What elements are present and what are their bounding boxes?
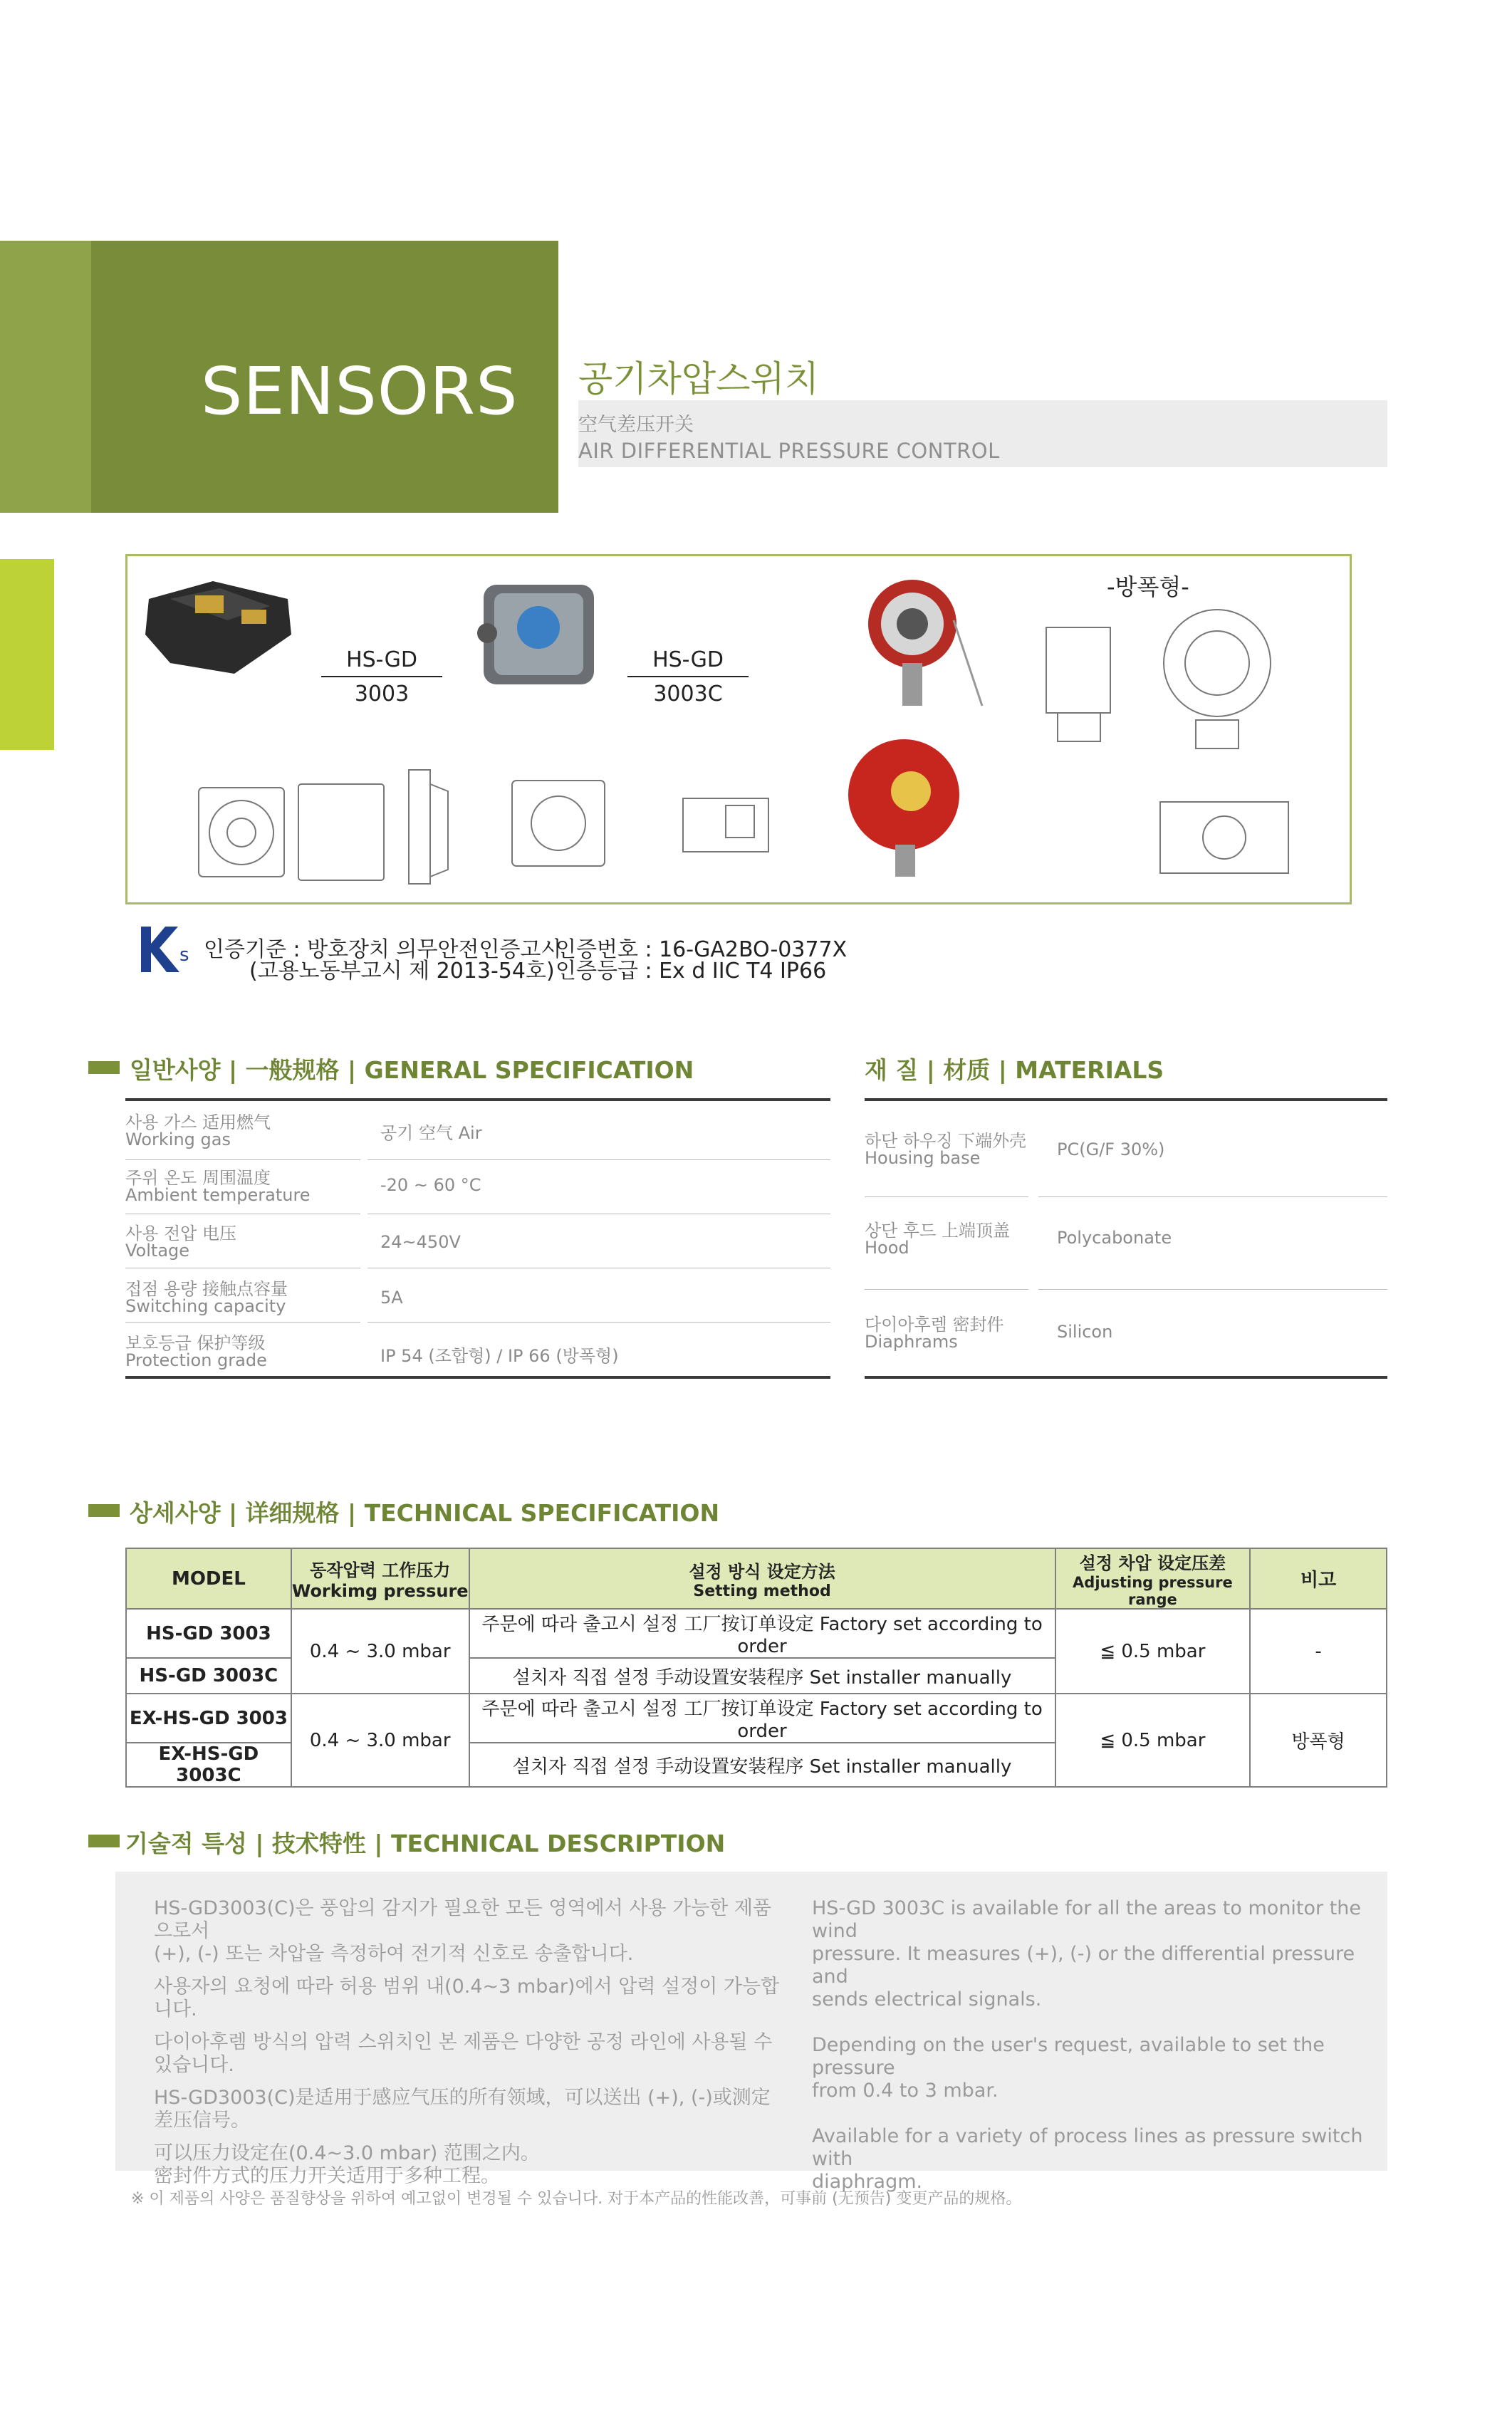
desc-line: diaphragm. [812,2171,923,2193]
spec-label-en: Switching capacity [125,1296,286,1316]
model-label-1: HS-GD [346,647,417,672]
spec-value: 5A [380,1288,403,1308]
cert-grade: 인증등급 : Ex d IIC T4 IP66 [556,959,827,984]
header-setting-method [469,1548,1055,1609]
desc-line: 可以压力设定在(0.4~3.0 mbar) 范围之内。 [154,2142,540,2164]
materials-top-rule [865,1098,1387,1101]
explosion-proof-photo-1 [868,580,982,706]
spec-value: 24~450V [380,1232,461,1252]
header-working-pressure-en: Workimg pressure [291,1581,469,1601]
row-divider [367,1322,830,1323]
cert-standard-line2: (고용노동부고시 제 2013-54호) [249,959,555,984]
spec-label-en: Voltage [125,1241,190,1261]
desc-line: 密封件方式的压力开关适用于多种工程。 [154,2165,500,2187]
cell-model: EX-HS-GD 3003C [126,1743,291,1787]
header-working-pressure-ko: 동작압력 工作压力 [310,1560,451,1580]
materials-title: 재 질 | 材质 | MATERIALS [865,1056,1164,1084]
cert-number: 인증번호 : 16-GA2BO-0377X [556,937,848,962]
cell-model: HS-GD 3003 [126,1609,291,1658]
table-row [126,1694,1387,1743]
cell-model: HS-GD 3003C [126,1658,291,1694]
product-title-zh: 空气差压开关 [578,414,694,436]
cell-setting: 설치자 직접 설정 手动设置安装程序 Set installer manually [469,1658,1055,1694]
spec-value: 공기 空气 Air [380,1123,482,1143]
row-divider [1038,1289,1387,1290]
cell-remark: - [1250,1609,1387,1694]
general-spec-top-rule [125,1098,830,1101]
product-image-panel [125,554,1352,904]
product-drawings [127,556,1350,902]
material-value: PC(G/F 30%) [1057,1139,1165,1159]
row-divider [125,1322,360,1323]
desc-line: HS-GD3003(C)是适用于感应气压的所有领域，可以送出 (+), (-)或测定差压信号。 [154,2087,771,2132]
header-accent-light [0,241,91,513]
general-spec-table [125,1107,830,1377]
row-divider [367,1159,830,1160]
header-adjust-en: Adjusting pressure range [1073,1574,1233,1608]
product-title-en: AIR DIFFERENTIAL PRESSURE CONTROL [578,439,1000,463]
side-accent-bar [0,559,54,750]
footnote: ※ 이 제품의 사양은 품질향상을 위하여 예고없이 변경될 수 있습니다. 对于本产品的性能改善，可事前 (无预告) 变更产品的规格。 [131,2190,1022,2208]
material-label-en: Housing base [865,1148,981,1168]
model-label-2: HS-GD [652,647,724,672]
cert-standard-line1: 인증기준 : 방호장치 의무안전인증고시 [204,937,562,962]
model-code-2: 3003C [627,676,749,706]
desc-line: 있습니다. [154,2054,234,2076]
cell-pressure: 0.4 ~ 3.0 mbar [291,1694,469,1787]
general-spec-row [125,1161,830,1215]
cell-setting: 설치자 직접 설정 手动设置安装程序 Set installer manually [469,1743,1055,1787]
general-spec-bottom-rule [125,1376,830,1379]
technical-description-title: 기술적 특성 | 技术特性 | TECHNICAL DESCRIPTION [125,1830,726,1857]
material-label-ko: 다이아후렘 密封件 [865,1315,1004,1335]
materials-bottom-rule [865,1376,1387,1379]
cell-pressure: 0.4 ~ 3.0 mbar [291,1609,469,1694]
spec-label-ko: 주위 온도 周围温度 [125,1168,271,1188]
cell-setting: 주문에 따라 출고시 설정 工厂按订单设定 Factory set according to order [469,1609,1055,1658]
table-row [126,1609,1387,1658]
technical-spec-title: 상세사양 | 详细规格 | TECHNICAL SPECIFICATION [130,1499,720,1527]
cell-adjust: ≦ 0.5 mbar [1055,1609,1251,1694]
general-spec-row [125,1107,830,1161]
spec-label-ko: 접점 용량 接触点容量 [125,1279,288,1299]
desc-line: 사용자의 요청에 따라 허용 범위 내(0.4~3 mbar)에서 압력 설정이 가능합니다. [154,1976,780,2020]
general-spec-row [125,1323,830,1377]
desc-line: from 0.4 to 3 mbar. [812,2080,999,2102]
header-setting-ko: 설정 방식 设定方法 [689,1561,835,1582]
material-value: Silicon [1057,1322,1113,1342]
table-header-row [126,1548,1387,1609]
spec-label-en: Protection grade [125,1350,267,1370]
spec-label-en: Working gas [125,1130,231,1149]
row-divider [865,1196,1028,1197]
material-label-ko: 상단 후드 上端顶盖 [865,1221,1010,1241]
svg-text:s: s [179,944,189,966]
technical-spec-table [125,1548,1387,1788]
model-code-1: 3003 [321,676,442,706]
desc-line: 다이아후렘 방식의 압력 스위치인 본 제품은 다양한 공정 라인에 사용될 수 [154,2031,773,2053]
desc-line: pressure. It measures (+), (-) or the differential pressure and [812,1943,1355,1988]
cell-adjust: ≦ 0.5 mbar [1055,1694,1251,1787]
materials-row [865,1107,1387,1199]
material-value: Polycabonate [1057,1228,1172,1248]
desc-line: HS-GD3003(C)은 풍압의 감지가 필요한 모든 영역에서 사용 가능한 제품으로서 [154,1897,772,1942]
section-marker [88,1835,120,1847]
header-working-pressure [291,1548,469,1609]
row-divider [865,1289,1028,1290]
desc-line: HS-GD 3003C is available for all the areas to monitor the wind [812,1897,1362,1942]
general-spec-row [125,1269,830,1323]
material-label-ko: 하단 하우징 下端外壳 [865,1131,1027,1151]
description-ko-zh [154,1897,781,2188]
section-title: SENSORS [201,353,518,429]
material-label-en: Diaphrams [865,1332,958,1352]
header-remark: 비고 [1250,1548,1387,1609]
explosion-proof-label: -방폭형- [1107,573,1189,600]
cell-remark: 방폭형 [1250,1694,1387,1787]
material-label-en: Hood [865,1238,909,1258]
desc-line: sends electrical signals. [812,1988,1042,2010]
spec-value: -20 ~ 60 °C [380,1175,481,1195]
product-title-ko: 공기차압스위치 [578,358,820,400]
desc-line: Available for a variety of process lines as pressure switch with [812,2125,1363,2170]
section-marker [88,1504,120,1517]
materials-table [865,1107,1387,1384]
spec-label-ko: 사용 전압 电压 [125,1224,236,1243]
general-spec-title: 일반사양 | 一般规格 | GENERAL SPECIFICATION [130,1056,694,1084]
materials-row [865,1199,1387,1292]
header-adjust-range [1055,1548,1251,1609]
cell-setting: 주문에 따라 출고시 설정 工厂按订单设定 Factory set according to order [469,1694,1055,1743]
explosion-proof-photo-2 [848,739,959,877]
spec-label-ko: 보호등급 保护等级 [125,1333,266,1353]
spec-label-en: Ambient temperature [125,1185,311,1205]
description-en [812,1897,1375,2194]
materials-row [865,1292,1387,1384]
header-model: MODEL [126,1548,291,1609]
spec-value: IP 54 (조합형) / IP 66 (방폭형) [380,1346,619,1366]
desc-line: Depending on the user's request, available to set the pressure [812,2034,1325,2079]
spec-label-ko: 사용 가스 适用燃气 [125,1112,271,1132]
kcs-cert-logo [135,921,192,978]
cell-model: EX-HS-GD 3003 [126,1694,291,1743]
row-divider [1038,1196,1387,1197]
product-photo-3003 [145,581,291,674]
header-setting-en: Setting method [693,1582,831,1600]
product-photo-3003c [477,585,594,684]
section-marker [88,1061,120,1074]
row-divider [125,1159,360,1160]
desc-line: (+), (-) 또는 차압을 측정하여 전기적 신호로 송출합니다. [154,1943,634,1965]
header-adjust-ko: 설정 차압 设定压差 [1079,1553,1226,1573]
general-spec-row [125,1215,830,1269]
